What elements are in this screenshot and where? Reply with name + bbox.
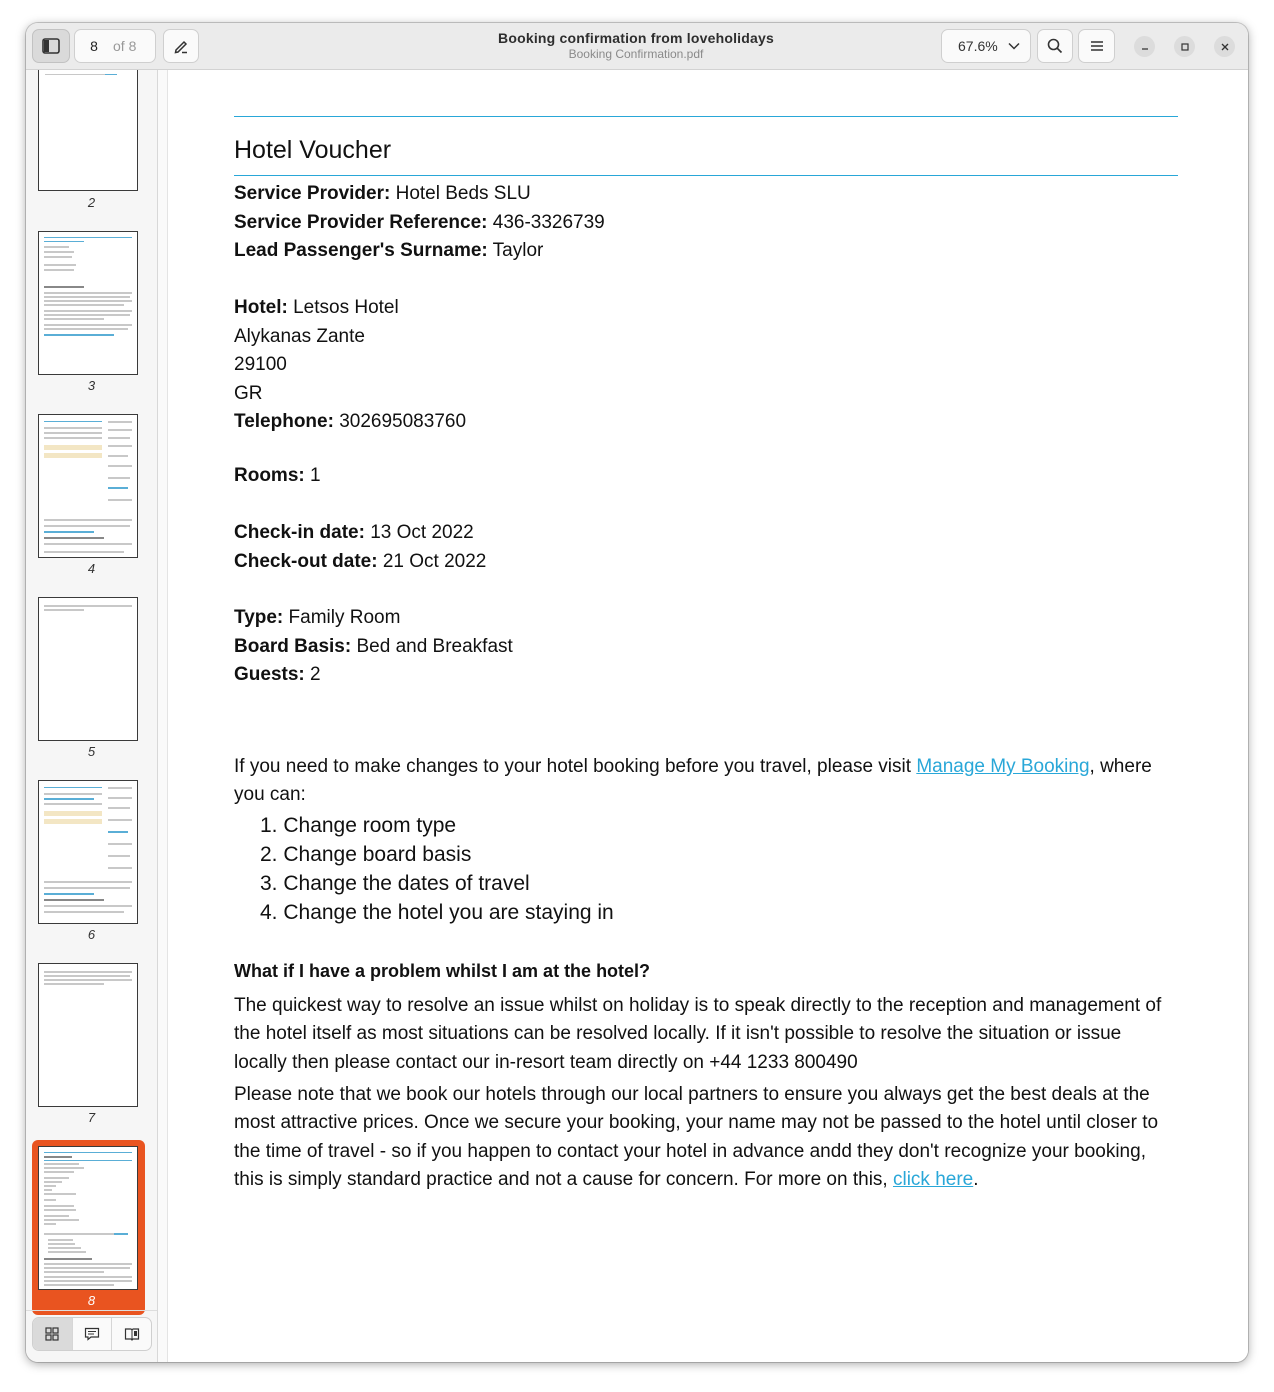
changes-paragraph: If you need to make changes to your hotel booking before you travel, please visit Manage My Booking, where you can: (234, 756, 1152, 806)
minimize-button[interactable] (1134, 36, 1155, 57)
note-paragraph: Please note that we book our hotels through our local partners to ensure you always get the best deals at the most attractive prices. Once we secure your booking, your name may not be passed to the hotel until closer to the time of travel - so if you happen to contact your hotel in advance andd they don't recognize your booking, this is simply standard practice and not a cause for concern. For more on this, click here. (234, 1084, 1159, 1191)
window-subtitle: Booking Confirmation.pdf (568, 47, 704, 61)
book-icon (124, 1327, 140, 1341)
zoom-level: 67.6% (958, 38, 998, 54)
service-provider-line: Service Provider: Hotel Beds SLU (234, 183, 531, 204)
address-line-3: GR (234, 383, 263, 404)
guests-line: Guests: 2 (234, 664, 321, 685)
page-number-field[interactable] (74, 29, 156, 63)
annotate-button[interactable] (163, 29, 199, 63)
bookmarks-tab[interactable] (112, 1318, 151, 1350)
minimize-icon (1140, 42, 1150, 52)
click-here-link[interactable]: click here (892, 1169, 974, 1191)
thumbnail-label-3: 3 (87, 378, 96, 393)
header-bar (26, 23, 1248, 70)
close-button[interactable] (1214, 36, 1235, 57)
window-title-area (406, 30, 866, 61)
thumbnail-label-5: 5 (87, 744, 96, 759)
problem-paragraph: The quickest way to resolve an issue whilst on holiday is to speak directly to the reception and management of the hotel itself as most situations can be resolved locally. If it isn't possible to resolve the situation or issue locally then please contact our in-resort team directly on +44 1233 800490 (234, 995, 1162, 1073)
checkin-line: Check-in date: 13 Oct 2022 (234, 522, 474, 543)
problem-heading: What if I have a problem whilst I am at the hotel? (234, 961, 651, 981)
checkout-line: Check-out date: 21 Oct 2022 (234, 551, 487, 572)
hotel-line: Hotel: Letsos Hotel (234, 297, 399, 318)
hamburger-menu-icon (1090, 40, 1104, 52)
chevron-down-icon (1008, 42, 1020, 50)
thumbnail-sidebar (26, 70, 158, 1362)
close-icon (1220, 42, 1230, 52)
maximize-button[interactable] (1174, 36, 1195, 57)
heading-top-rule (234, 116, 1178, 117)
rooms-line: Rooms: 1 (234, 465, 321, 486)
thumbnail-label-4: 4 (87, 561, 96, 576)
sidebar-icon (42, 38, 60, 54)
thumbnails-tab[interactable] (33, 1318, 73, 1350)
page-thumbnail-6[interactable] (38, 780, 138, 924)
sidebar-view-switcher (32, 1317, 152, 1351)
page-thumbnail-7[interactable] (38, 963, 138, 1107)
page-thumbnail-5[interactable] (38, 597, 138, 741)
current-page-input[interactable]: 8 (90, 38, 98, 54)
page-thumbnail-2[interactable] (38, 70, 138, 191)
zoom-dropdown[interactable] (941, 29, 1031, 63)
board-basis-line: Board Basis: Bed and Breakfast (234, 636, 513, 657)
document-view[interactable] (167, 70, 1248, 1362)
window-title: Booking confirmation from loveholidays (498, 30, 774, 46)
maximize-icon (1180, 42, 1190, 52)
list-item: 3. Change the dates of travel (260, 872, 530, 895)
page-thumbnail-3[interactable] (38, 231, 138, 375)
address-line-1: Alykanas Zante (234, 326, 365, 347)
pen-icon (173, 38, 189, 54)
lead-passenger-line: Lead Passenger's Surname: Taylor (234, 240, 544, 261)
thumbnail-label-8: 8 (87, 1293, 96, 1308)
search-button[interactable] (1037, 29, 1073, 63)
list-item: 4. Change the hotel you are staying in (260, 901, 614, 924)
room-type-line: Type: Family Room (234, 607, 401, 628)
heading-bottom-rule (234, 175, 1178, 176)
thumbnail-label-2: 2 (87, 195, 96, 210)
telephone-line: Telephone: 302695083760 (234, 411, 467, 432)
grid-icon (45, 1327, 59, 1341)
manage-my-booking-link[interactable]: Manage My Booking (916, 756, 1090, 777)
sidebar-toggle-button[interactable] (32, 29, 70, 63)
main-menu-button[interactable] (1078, 29, 1115, 63)
voucher-heading: Hotel Voucher (234, 136, 392, 164)
thumbnail-label-7: 7 (87, 1110, 96, 1125)
page-thumbnail-8[interactable] (38, 1146, 138, 1290)
document-viewer-window (26, 23, 1248, 1362)
comment-icon (84, 1327, 100, 1341)
service-reference-line: Service Provider Reference: 436-3326739 (234, 212, 605, 233)
page-total-label: of 8 (113, 38, 137, 54)
change-options-list (260, 811, 614, 927)
page-thumbnail-4[interactable] (38, 414, 138, 558)
search-icon (1047, 38, 1063, 54)
thumbnail-label-6: 6 (87, 927, 96, 942)
sidebar-divider (26, 1310, 157, 1311)
list-item: 2. Change board basis (260, 843, 472, 866)
list-item: 1. Change room type (260, 814, 457, 837)
annotations-tab[interactable] (73, 1318, 113, 1350)
address-line-2: 29100 (234, 354, 287, 375)
